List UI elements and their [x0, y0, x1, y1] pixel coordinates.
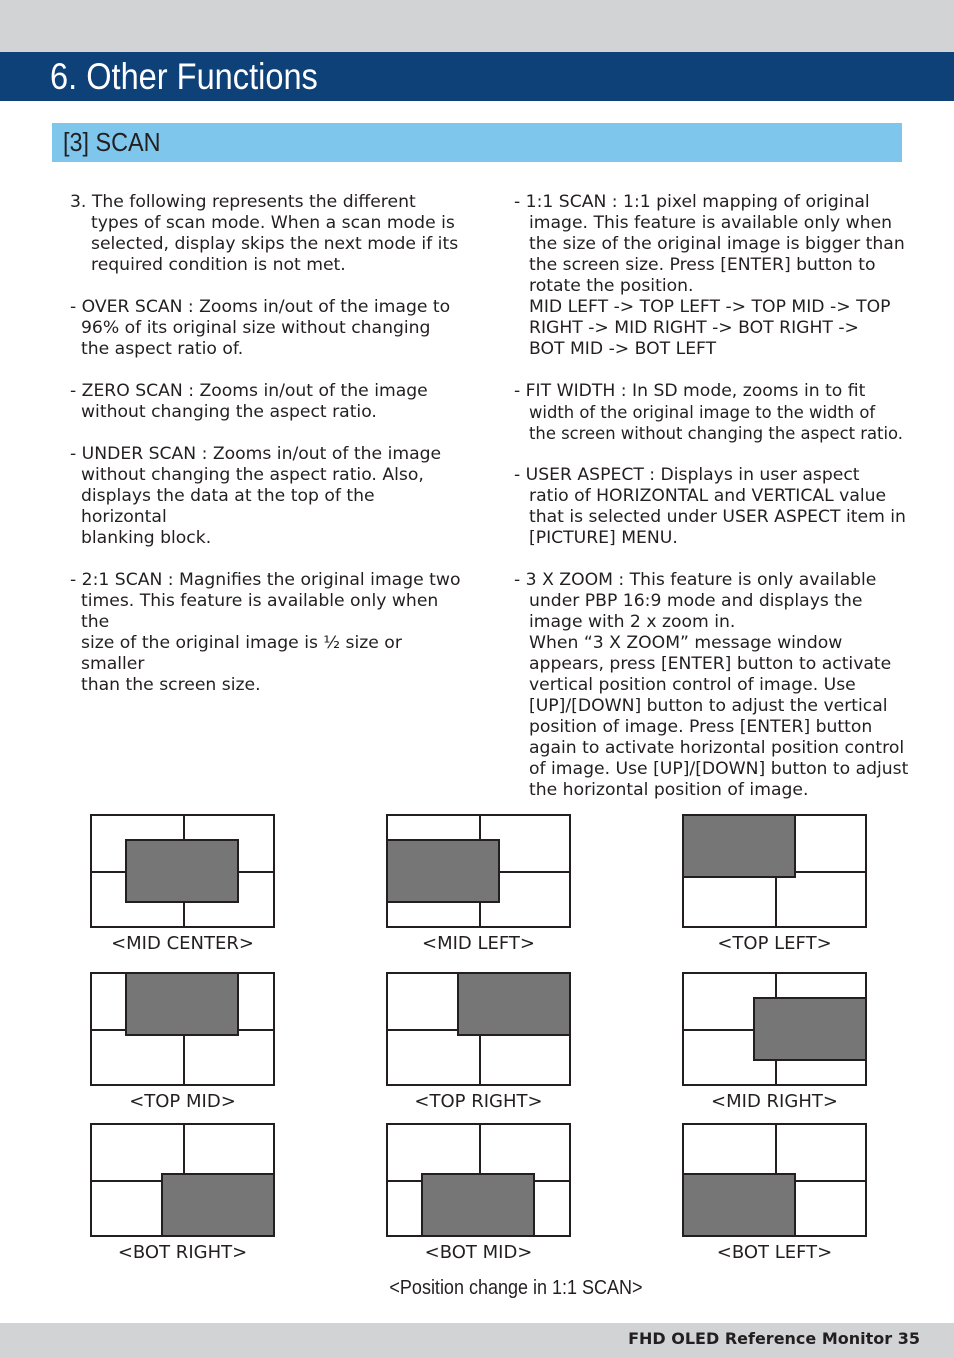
para-continuation: under PBP 16:9 mode and displays the image with 2 x zoom in. When “3 X ZOOM” message window appears, press [ENTER] button to activate vertical position control of image. Use [UP]/[DOWN] button to adjust the vertical position of image. Press [ENTER] button again to activate horizontal position control of image. Use [UP]/[DOWN] button to adjust the horizontal position of image. — [529, 591, 909, 800]
para-continuation: times. This feature is available only when the size of the original image is ½ size or smaller than the screen size. — [81, 591, 439, 695]
zero-scan-paragraph — [70, 381, 465, 423]
para-first-line: - FIT WIDTH : In SD mode, zooms in to fit — [514, 381, 866, 401]
diagram-label: <MID CENTER> — [111, 933, 254, 954]
para-first-line: 3. The following represents the different — [70, 192, 416, 212]
para-first-line: - 2:1 SCAN : Magnifies the original image two — [70, 570, 461, 590]
para-first-line: - 1:1 SCAN : 1:1 pixel mapping of original — [514, 192, 870, 212]
user-aspect-paragraph — [514, 465, 909, 549]
two-to-one-scan-paragraph — [70, 570, 465, 696]
image-rect — [125, 972, 239, 1036]
para-continuation: types of scan mode. When a scan mode is selected, display skips the next mode if its required condition is not met. — [91, 213, 459, 275]
diagram-label: <BOT RIGHT> — [117, 1242, 248, 1263]
diagram-label: <BOT MID> — [424, 1242, 533, 1263]
image-rect — [125, 839, 239, 903]
section-title: [3] SCAN — [63, 127, 161, 157]
para-first-line: - USER ASPECT : Displays in user aspect — [514, 465, 860, 485]
diagram-label: <MID RIGHT> — [711, 1091, 838, 1112]
under-scan-paragraph — [70, 444, 465, 549]
diagram-label: <TOP RIGHT> — [414, 1091, 543, 1112]
section-title-bar — [52, 123, 902, 162]
top-band — [0, 0, 954, 52]
diagram-label: <TOP LEFT> — [717, 933, 832, 954]
para-first-line: - OVER SCAN : Zooms in/out of the image to — [70, 297, 451, 317]
para-continuation: width of the original image to the width of the screen without changing the aspect ratio. — [529, 403, 903, 443]
para-continuation: without changing the aspect ratio. — [81, 402, 377, 422]
figure-caption: <Position change in 1:1 SCAN> — [389, 1277, 643, 1299]
diagram-label: <BOT LEFT> — [716, 1242, 833, 1263]
one-to-one-scan-paragraph — [514, 192, 909, 360]
over-scan-paragraph — [70, 297, 465, 360]
para-first-line: - UNDER SCAN : Zooms in/out of the image — [70, 444, 442, 464]
right-text-column — [514, 192, 909, 822]
fit-width-paragraph — [514, 381, 909, 444]
para-continuation: 96% of its original size without changing the aspect ratio of. — [81, 318, 431, 359]
para-first-line: - ZERO SCAN : Zooms in/out of the image — [70, 381, 428, 401]
para-continuation: image. This feature is available only when the size of the original image is bigger than the screen size. Press [ENTER] button to rotate the position. MID LEFT -> TOP LEFT -> TOP MID -> TOP RIGHT -> MID RIGHT -> BOT RIGHT -> BOT MID -> BOT LEFT — [529, 213, 905, 359]
para-continuation: without changing the aspect ratio. Also, displays the data at the top of the horizontal blanking block. — [81, 465, 424, 548]
para-first-line: - 3 X ZOOM : This feature is only available — [514, 570, 877, 590]
three-x-zoom-paragraph — [514, 570, 909, 801]
intro-paragraph — [70, 192, 465, 276]
diagram-label: <MID LEFT> — [421, 933, 536, 954]
left-text-column — [70, 192, 465, 717]
image-rect — [386, 839, 500, 903]
image-rect — [753, 997, 867, 1061]
image-rect — [682, 814, 796, 878]
image-rect — [682, 1173, 796, 1237]
footer-text: FHD OLED Reference Monitor 35 — [628, 1329, 920, 1348]
diagram-label: <TOP MID> — [129, 1091, 236, 1112]
image-rect — [457, 972, 571, 1036]
para-continuation: ratio of HORIZONTAL and VERTICAL value that is selected under USER ASPECT item in [PICTURE] MENU. — [529, 486, 906, 548]
image-rect — [161, 1173, 275, 1237]
page-footer — [0, 1323, 954, 1357]
image-rect — [421, 1173, 535, 1237]
chapter-title: 6. Other Functions — [50, 56, 318, 97]
chapter-title-bar — [0, 52, 954, 101]
